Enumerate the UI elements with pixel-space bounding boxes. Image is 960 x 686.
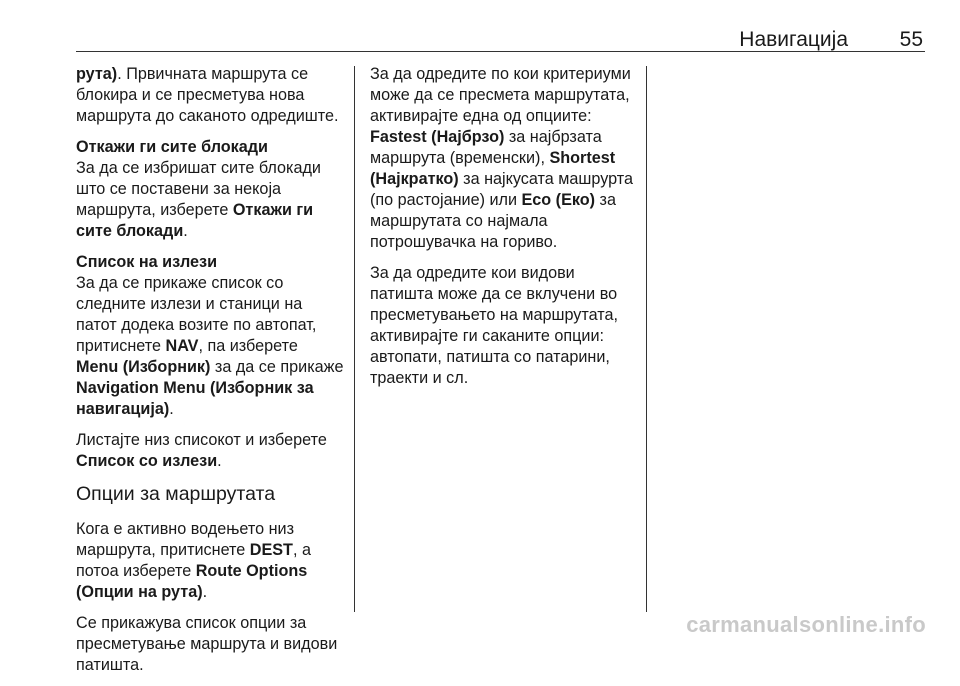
header-divider bbox=[76, 51, 925, 52]
paragraph-text: . bbox=[217, 452, 222, 470]
watermark: carmanualsonline.info bbox=[686, 612, 926, 637]
criteria-paragraph bbox=[370, 64, 638, 253]
paragraph-text: . bbox=[202, 583, 208, 601]
paragraph-text: За да се прикаже список со следните излези и станици на патот додека возите по автопат, притиснете bbox=[76, 274, 317, 355]
options-list-paragraph: Се прикажува список опции за пресметување маршрута и видови патишта. bbox=[76, 614, 338, 674]
exit-list-heading: Список на излези bbox=[76, 253, 218, 271]
cancel-blocks-paragraph bbox=[76, 158, 344, 242]
bold-term: рута) bbox=[76, 65, 118, 83]
page-title: Навигација bbox=[739, 28, 848, 51]
paragraph-text: за да се прикаже bbox=[210, 358, 344, 376]
paragraph-text: Листајте низ списокот и изберете bbox=[76, 431, 327, 449]
bold-term: DEST bbox=[249, 541, 293, 559]
bold-term: Navigation Menu (Изборник за навигација) bbox=[76, 379, 314, 418]
paragraph-text: за маршрутата со најмала потрошувачка на гориво. bbox=[370, 191, 616, 251]
bold-term: NAV bbox=[165, 337, 199, 355]
bold-term: Откажи ги сите блокади bbox=[76, 201, 314, 240]
exit-list-paragraph bbox=[76, 273, 344, 420]
paragraph-text: за најбрзата маршрута (временски), bbox=[370, 128, 602, 167]
page-header bbox=[0, 26, 960, 54]
intro-paragraph bbox=[76, 64, 344, 127]
paragraph-text: . bbox=[183, 222, 188, 240]
paragraph-text: за најкусата машрурта (по растојание) или bbox=[370, 170, 634, 209]
bold-term: Список со излези bbox=[76, 452, 218, 470]
route-options-paragraph bbox=[76, 519, 344, 603]
scroll-paragraph bbox=[76, 430, 344, 472]
paragraph-text: , па изберете bbox=[198, 337, 298, 355]
bold-term: Menu (Изборник) bbox=[76, 358, 211, 376]
right-column bbox=[370, 64, 638, 399]
paragraph-text: . Првичната маршрута се блокира и се пресметува нова маршрута до саканото одредиште. bbox=[76, 65, 339, 125]
paragraph-text: . bbox=[169, 400, 174, 418]
paragraph-text: За да одредите по кои критериуми може да се пресмета маршрутата, активирајте една од опциите: bbox=[370, 65, 631, 125]
column-divider bbox=[354, 66, 355, 612]
route-options-section-title: Опции за маршрутата bbox=[76, 483, 276, 505]
paragraph-text: Кога е активно водењето низ маршрута, притиснете bbox=[76, 520, 295, 559]
cancel-blocks-heading: Откажи ги сите блокади bbox=[76, 138, 269, 156]
bold-term: Shortest (Најкратко) bbox=[370, 149, 616, 188]
page-number: 55 bbox=[899, 28, 923, 51]
paragraph-text: , а потоа изберете bbox=[76, 541, 311, 580]
left-column bbox=[76, 64, 344, 686]
column-divider-right bbox=[646, 66, 647, 612]
road-types-paragraph: За да одредите кои видови патишта може да се вклучени во пресметувањето на маршрутата, активирајте ги саканите опции: автопати, патишта со патарини, траекти и сл. bbox=[370, 264, 619, 387]
bold-term: Route Options (Опции на рута) bbox=[76, 562, 308, 601]
bold-term: Fastest (Најбрзо) bbox=[370, 128, 505, 146]
paragraph-text: За да се избришат сите блокади што се поставени за некоја маршрута, изберете bbox=[76, 159, 321, 219]
bold-term: Eco (Еко) bbox=[521, 191, 596, 209]
